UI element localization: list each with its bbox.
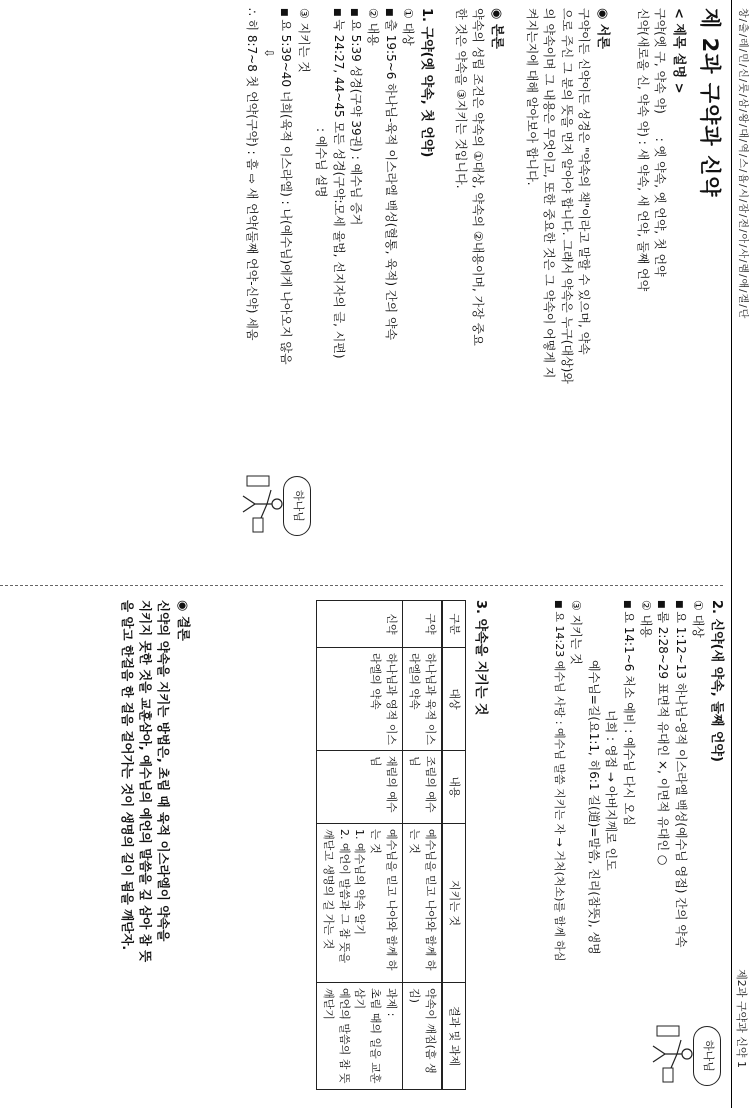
intro-text-line: 으로 주신 그 분의 뜻을 먼저 알아야 합니다. 그래서 약속은 누구(대상)와 <box>559 8 574 384</box>
table-header-row <box>442 601 465 1090</box>
table-header-cell: 구분 <box>442 601 465 648</box>
god-figure-illustration <box>243 470 311 538</box>
keeping-heading: 3. 약속을 지키는 것 <box>473 600 488 716</box>
new-covenant-heading: 2. 신약(새 약속, 둘째 언약) <box>709 600 724 762</box>
table-row <box>316 601 403 1090</box>
person-with-book-icon <box>651 1020 695 1088</box>
god-cloud-label: 하나님 <box>283 476 311 536</box>
old-content-item: ■ 눅 24:27, 44~45 모든 성경(구약:모세 율법, 선지자의 글, 시편) <box>329 8 346 568</box>
keeping-section <box>316 600 489 1100</box>
god-figure-illustration <box>653 1020 721 1088</box>
table-row <box>403 601 442 1090</box>
table-cell: 하나님과 육적 이스라엘의 약속 <box>403 648 442 751</box>
god-cloud-label: 하나님 <box>693 1026 721 1086</box>
old-content-note: : 예수님 설명 <box>314 128 329 198</box>
title-explain-heading: < 제목 설명 > <box>671 8 686 94</box>
old-covenant-heading: 1. 구약(옛 약속, 첫 언약) <box>419 8 434 158</box>
title-explain-line: 신약(새로울 신, 약속 약) : 새 약속, 새 언약, 둘째 언약 <box>635 8 650 292</box>
table-cell: 조림의 예수님 <box>403 751 442 824</box>
old-target-label: ① 대상 <box>401 8 416 46</box>
conclusion-text-line: 신약의 약속을 지키는 방법은, 초림 때 육적 이스라엘이 약속을 <box>156 600 172 942</box>
new-content-sub: 예수님=길(요1:1, 히6:1 길(道)=말씀, 진리(참뜻), 생명 <box>586 660 601 955</box>
old-content-label: ② 내용 <box>366 8 381 46</box>
new-target-item: ■ 롬 2:28~29 표면적 유대인 ×, 이면적 유대인 ○ <box>654 600 671 1100</box>
table-cell: 구약 <box>403 601 442 648</box>
new-content-sub: 너희 : 영접 → 아버지께로 인도 <box>604 710 619 871</box>
column-divider <box>0 585 723 586</box>
down-arrow: ⇩ <box>262 48 277 59</box>
old-target-item: ■ 출 19:5~6 하나님-육적 이스라엘 백성(혈통, 육적) 간의 약속 <box>381 8 398 568</box>
intro-section <box>523 8 611 568</box>
new-target-label: ① 대상 <box>691 600 706 638</box>
intro-heading: ◉ 서론 <box>595 8 610 49</box>
table-cell <box>316 983 403 1090</box>
page-header: 제2과 구약과 신약 1 <box>735 969 748 1068</box>
table-header-cell: 지키는 것 <box>442 824 465 983</box>
table-cell-line: 1. 예수님의 약속 알기 <box>353 829 367 935</box>
book-index-header: 창/출/레/민/신/룻/삼/왕/대/역/스/욥/시/잠/전/아/사/렘/애/겔/단 <box>737 8 748 320</box>
conclusion-text-line: 을 알고 한걸음 한 걸음 걸어가는 것이 생명의 길이 됨을 깨닫자. <box>119 600 135 951</box>
old-keep-label: ③ 지키는 것 <box>296 8 311 73</box>
body-text-line: 한 것은 약속을 ③지키는 것입니다. <box>453 8 468 189</box>
table-cell: 하나님과 영적 이스라엘의 약속 <box>316 648 403 751</box>
table-cell: 약속이 깨짐(흠 생김) <box>403 983 442 1090</box>
table-header-cell: 결과 및 과제 <box>442 983 465 1090</box>
table-header-cell: 내용 <box>442 751 465 824</box>
table-cell-line: 예수님을 믿고 나아와 함께 하는 것 <box>369 829 399 971</box>
table-cell: 신약 <box>316 601 403 648</box>
new-content-label: ② 내용 <box>638 600 653 638</box>
new-keep-label: ③ 지키는 것 <box>569 600 584 665</box>
conclusion-heading: ◉ 결론 <box>175 600 190 641</box>
table-cell-line: 예언의 말씀의 참 뜻 깨닫기 <box>321 988 351 1084</box>
header-rule <box>731 0 732 1108</box>
conclusion-text-line: 지키지 못한 것을 교훈삼아, 예수님의 예언의 말씀을 깊 삼아 참 뜻 <box>138 600 154 963</box>
conclusion-section <box>118 600 191 1100</box>
intro-text-line: 구약이든 신약이든 성경은 "약속의 책"이라고 말할 수 있으며, 약속 <box>577 8 592 355</box>
covenant-table <box>316 600 467 1090</box>
old-conclusion-line: ∴ 히 8:7~8 첫 언약(구약) : 흠 ⇨ 새 언약(둘째 언약-신약) 세움 <box>244 8 259 341</box>
new-content-item: ■ 요 14:1~6 처소 예비 : 예수님 다시 오심 <box>619 600 636 1100</box>
table-cell: 예수님을 믿고 나아와 함께 하는 것 <box>403 824 442 983</box>
table-cell-line: 2. 예언이 말씀과 그 참 뜻을 깨닫고 생명의 길 가는 것 <box>321 829 351 964</box>
table-header-cell: 대상 <box>442 648 465 751</box>
body-text-line: 약속의 성립 조건은 약속의 ①대상, 약속의 ②내용이며, 가장 중요 <box>471 8 486 346</box>
title-explanation <box>633 8 687 291</box>
person-with-book-icon <box>241 470 285 538</box>
table-cell-line: 초림 때의 일을 교훈 삼기 <box>353 988 383 1084</box>
lesson-title: 제 2과 구약과 신약 <box>698 8 722 198</box>
title-explain-line: 구약(옛 구, 약속 약) : 옛 약속, 옛 언약, 첫 언약 <box>653 8 668 277</box>
new-keep-item: ■ 요 14:23 예수님 사랑 : 예수님 말씀 지키는 자 → 거처(처소)를 함께 하심 <box>551 600 567 1100</box>
intro-text-line: 의 약속이며 그 내용은 무엇이고, 또한 중요한 것은 그 약속이 어떻게 지 <box>542 8 557 379</box>
body-section <box>451 8 505 568</box>
old-content-item: ■ 요 5:39 성경(구약 39권) : 예수님 증거 <box>347 8 364 568</box>
table-cell <box>316 824 403 983</box>
table-cell-line: 과제 : <box>385 988 399 1017</box>
old-keep-item: ■ 요 5:39~40 너희(육적 이스라엘) : 나(예수님)에게 나아오지 않음 <box>277 8 294 568</box>
new-target-item: ■ 요 1:12~13 하나님-영적 이스라엘 백성(예수님 영접) 간의 약속 <box>671 600 688 1100</box>
table-cell: 재림의 예수님 <box>316 751 403 824</box>
body-heading: ◉ 본론 <box>489 8 504 49</box>
intro-text-line: 켜지는지에 대해 알아보아 합니다. <box>524 8 539 186</box>
